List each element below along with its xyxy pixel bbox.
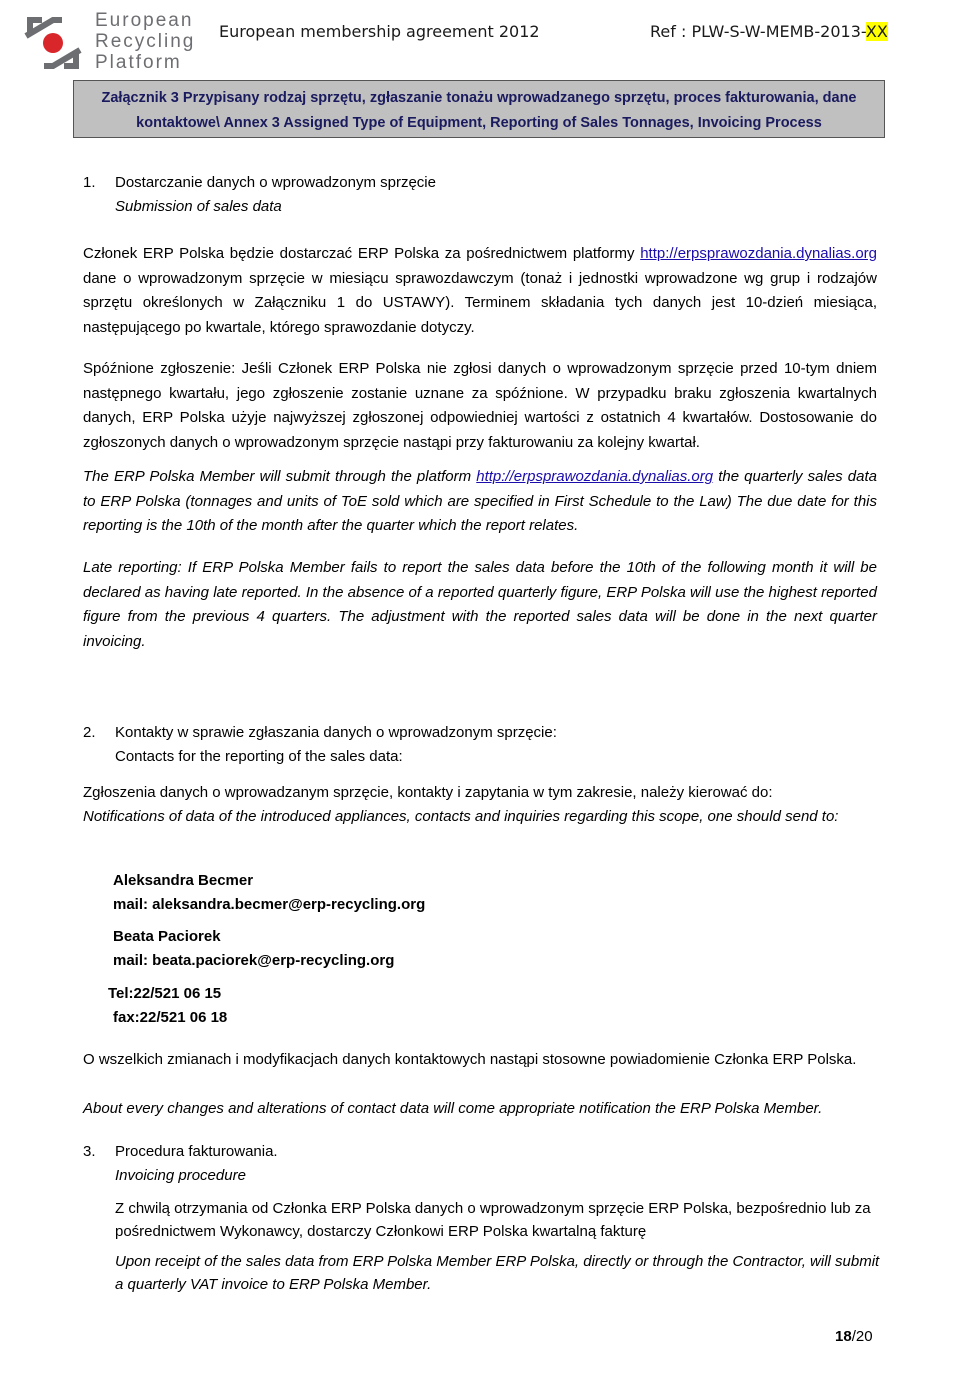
section-1-p1-text-b: dane o wprowadzonym sprzęcie w miesiącu sprawozdawczym (tonaż i jednostki wprowadzone wg grup i rodzajów sprzętu określonych w Załączniku 1 do USTAWY). Terminem składania tych danych jest 10-dzień miesiąca, następującego po kwartale, którego sprawozdanie dotyczy.	[83, 269, 877, 336]
contact-2	[113, 925, 394, 973]
section-1-paragraph-2: Spóźnione zgłoszenie: Jeśli Członek ERP Polska nie zgłosi danych o wprowadzonym sprzęcie przed 10-tym dniem następnego kwartału, jego zgłoszenie zostanie uznane za spóźnione. W przypadku braku zgłoszenia kwartalnych danych, ERP Polska użyje najwyższej zgłoszonej odpowiedniej wartości z ostatnich 4 kwartałów. Dostosowanie do zgłoszonych danych o wprowadzonym sprzęcie nastąpi przy fakturowaniu za kolejny kwartał.	[83, 360, 877, 451]
contact-1-email[interactable]: mail: aleksandra.becmer@erp-recycling.org	[113, 896, 426, 913]
section-1-paragraph-1	[83, 242, 877, 340]
contact-1	[113, 869, 425, 917]
logo-wordmark	[95, 10, 195, 73]
annex-title-line-2: kontaktowe\ Annex 3 Assigned Type of Equipment, Reporting of Sales Tonnages, Invoicing Process	[136, 115, 822, 131]
section-3-title-en: Invoicing procedure	[115, 1167, 246, 1184]
section-2-paragraph-4: About every changes and alterations of contact data will come appropriate notification the ERP Polska Member.	[83, 1100, 823, 1117]
annex-title-line-1: Załącznik 3 Przypisany rodzaj sprzętu, zgłaszanie tonażu wprowadzanego sprzętu, proces fakturowania, dane	[101, 90, 857, 106]
contact-2-email[interactable]: mail: beata.paciorek@erp-recycling.org	[113, 952, 395, 969]
reference-prefix: Ref : PLW-S-W-MEMB-2013-	[650, 22, 866, 41]
section-2-title-en: Contacts for the reporting of the sales data:	[115, 748, 403, 765]
section-1-paragraph-3	[83, 465, 877, 539]
section-1-title-pl: Dostarczanie danych o wprowadzonym sprzęcie	[115, 174, 436, 191]
document-reference	[650, 22, 888, 41]
contact-fax: fax:22/521 06 18	[113, 1009, 228, 1026]
page-number	[835, 1328, 873, 1345]
section-2-paragraph-2: Notifications of data of the introduced appliances, contacts and inquiries regarding this scope, one should send to:	[83, 808, 839, 825]
section-3-paragraph-2: Upon receipt of the sales data from ERP Polska Member ERP Polska, directly or through the Contractor, will submit a quarterly VAT invoice to ERP Polska Member.	[115, 1253, 880, 1293]
section-2-paragraph-1: Zgłoszenia danych o wprowadzanym sprzęcie, kontakty i zapytania w tym zakresie, należy kierować do:	[83, 784, 773, 801]
section-2-paragraph-3: O wszelkich zmianach i modyfikacjach danych kontaktowych nastąpi stosowne powiadomienie Członka ERP Polska.	[83, 1051, 857, 1068]
contact-phone: Tel:22/521 06 15	[108, 985, 222, 1002]
section-2-number: 2.	[83, 724, 96, 741]
section-1-p3-text-b: the quarterly sales data to ERP Polska (tonnages and units of ToE sold which are specified in First Schedule to the Law) The due date for this reporting is the 10th of the month after the quarter which the report relates.	[83, 468, 877, 534]
section-2-title-pl: Kontakty w sprawie zgłaszania danych o wprowadzonym sprzęcie:	[115, 724, 557, 741]
document-title: European membership agreement 2012	[219, 22, 540, 41]
annex-title-box	[73, 80, 885, 138]
section-1-paragraph-4: Late reporting: If ERP Polska Member fails to report the sales data before the 10th of the following month it will be declared as having late reported. In the absence of a reported quarterly figure, ERP Polska will use the highest reported figure from the previous 4 quarters. The adjustment with the reported sales data will be done in the next quarter invoicing.	[83, 559, 877, 650]
section-3-paragraph-1: Z chwilą otrzymania od Członka ERP Polska danych o wprowadzonym sprzęcie ERP Polska, bezpośrednio lub za pośrednictwem Wykonawcy, dostarczy Członkowi ERP Polska kwartalną fakturę	[115, 1200, 871, 1240]
page-total: /20	[851, 1328, 873, 1345]
section-2-title	[115, 721, 557, 769]
logo-line-3: Platform	[95, 52, 182, 73]
page-current: 18	[835, 1328, 852, 1345]
platform-link-en[interactable]: http://erpsprawozdania.dynalias.org	[476, 468, 714, 485]
section-1-title-en: Submission of sales data	[115, 198, 282, 215]
logo-line-2: Recycling	[95, 31, 196, 52]
platform-link[interactable]: http://erpsprawozdania.dynalias.org	[640, 245, 877, 262]
logo-line-1: European	[95, 10, 194, 31]
section-1-p3-text-a: The ERP Polska Member will submit through the platform	[83, 468, 477, 485]
contact-2-name: Beata Paciorek	[113, 928, 221, 945]
reference-highlight: XX	[865, 22, 888, 41]
contact-1-name: Aleksandra Becmer	[113, 872, 254, 889]
section-1-number: 1.	[83, 174, 96, 191]
section-3-title	[115, 1140, 278, 1188]
section-3-title-pl: Procedura fakturowania.	[115, 1143, 278, 1160]
section-3-number: 3.	[83, 1143, 96, 1160]
section-1-p1-text-a: Członek ERP Polska będzie dostarczać ERP Polska za pośrednictwem platformy	[83, 245, 635, 262]
erp-logo-icon	[22, 12, 84, 74]
section-1-title	[115, 171, 436, 219]
